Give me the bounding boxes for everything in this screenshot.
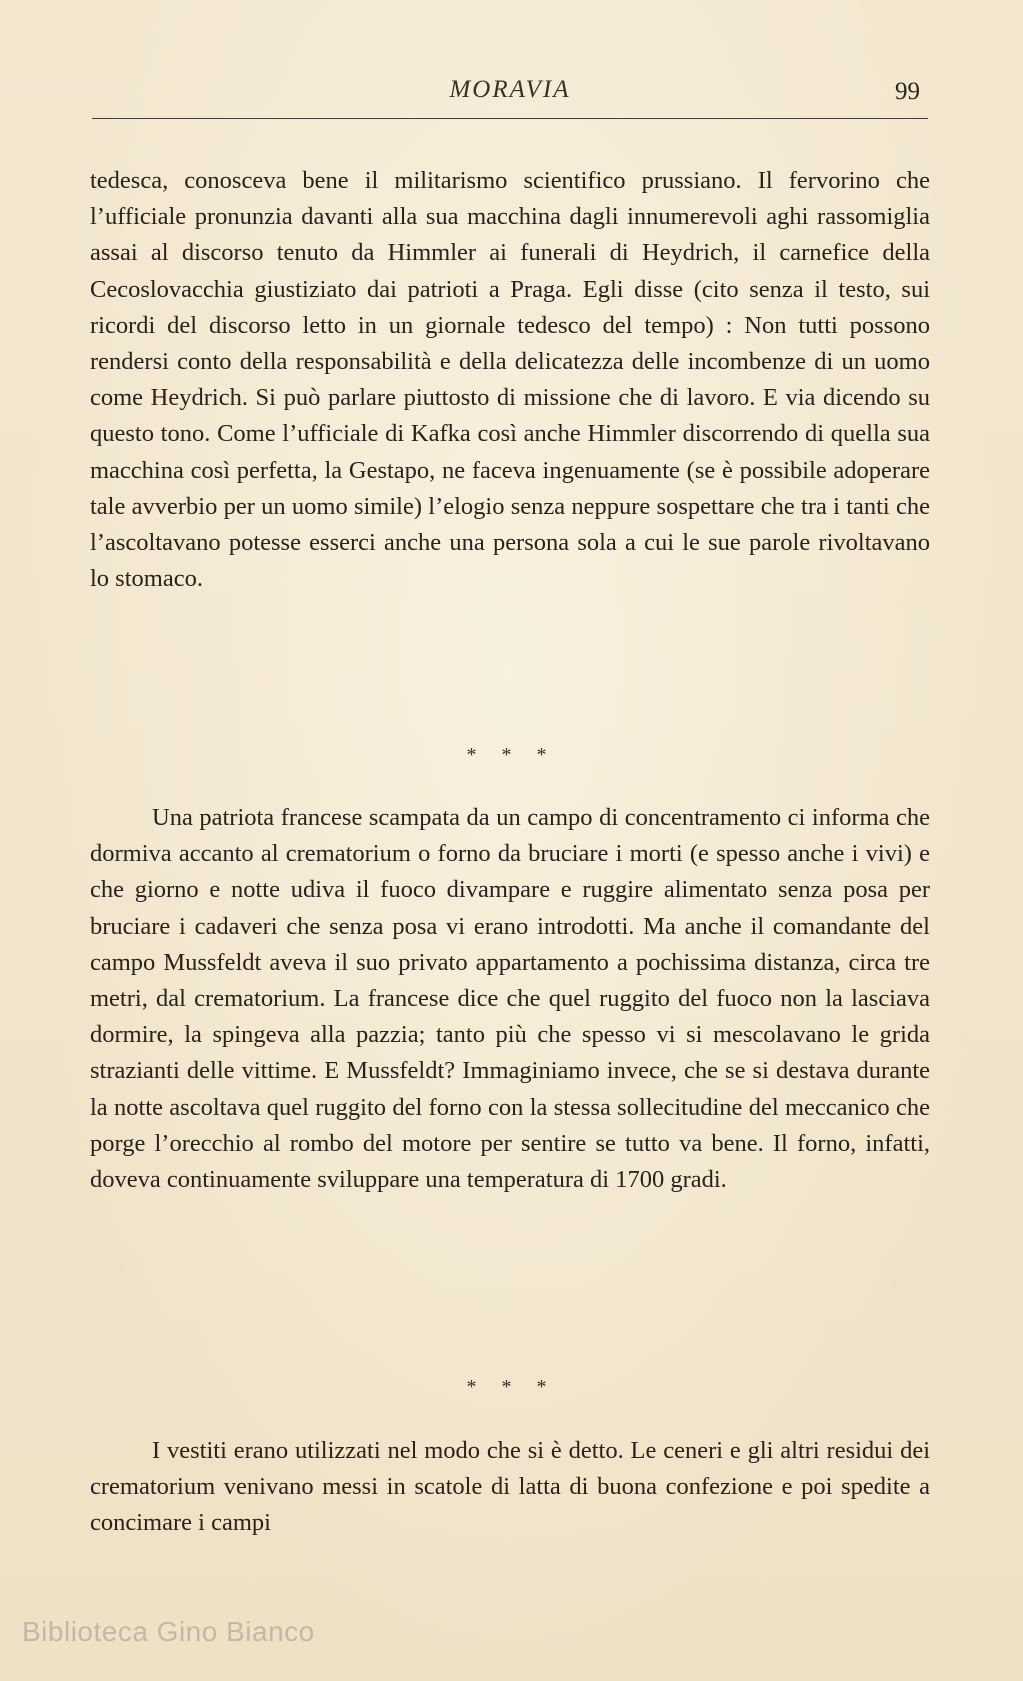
paragraph-2 <box>90 800 930 1198</box>
library-watermark: Biblioteca Gino Bianco <box>22 1616 315 1647</box>
page-header <box>92 76 928 116</box>
header-rule <box>92 118 928 119</box>
page-number: 99 <box>895 78 920 105</box>
paragraph-text: Una patriota francese scampata da un campo di concentramento ci informa che dormiva accanto al crematorium o forno da bruciare i morti (e spesso anche i vivi) e che giorno e notte udiva il fuoco divampare e ruggire alimentato senza posa per bruciare i cadaveri che senza posa vi erano introdotti. Ma anche il comandante del campo Mussfeldt aveva il suo privato appartamento a pochissima distanza, circa tre metri, dal crematorium. La francese dice che quel ruggito del fuoco non la lasciava dormire, la spingeva alla pazzia; tanto più che spesso vi si mescolavano le grida strazianti delle vittime. E Mussfeldt? Immaginiamo invece, che se si destava durante la notte ascoltava quel ruggito del forno con la stessa sollecitudine del meccanico che porge l’orecchio al rombo del motore per sentire se tutto va bene. Il forno, infatti, doveva continuamente sviluppare una temperatura di 1700 gradi. <box>90 804 930 1194</box>
section-separator: * * * <box>466 1376 557 1398</box>
running-title: MORAVIA <box>449 76 571 103</box>
paragraph-3 <box>90 1433 930 1542</box>
paragraph-1 <box>90 163 930 597</box>
paragraph-text: I vestiti erano utilizzati nel modo che si è detto. Le ceneri e gli altri residui dei crematorium venivano messi in scatole di latta di buona confezione e poi spedite a concimare i campi <box>90 1437 930 1537</box>
section-separator: * * * <box>466 744 557 766</box>
paragraph-text: tedesca, conosceva bene il militarismo scientifico prussiano. Il fervorino che l’ufficiale pronunzia davanti alla sua macchina dagli innumerevoli aghi rassomiglia assai al discorso tenuto da Himmler ai funerali di Heydrich, il carnefice della Cecoslovacchia giustiziato dai patrioti a Praga. Egli disse (cito senza il testo, sui ricordi del discorso letto in un giornale tedesco del tempo) : Non tutti possono rendersi conto della responsabilità e della delicatezza delle incombenze di un uomo come Heydrich. Si può parlare piuttosto di missione che di lavoro. E via dicendo su questo tono. Come l’ufficiale di Kafka così anche Himmler discorrendo di quella sua macchina così perfetta, la Gestapo, ne faceva ingenuamente (se è possibile adoperare tale avverbio per un uomo simile) l’elogio senza neppure sospettare che tra i tanti che l’ascoltavano potesse esserci anche una persona sola a cui le sue parole rivoltavano lo stomaco. <box>90 167 930 593</box>
